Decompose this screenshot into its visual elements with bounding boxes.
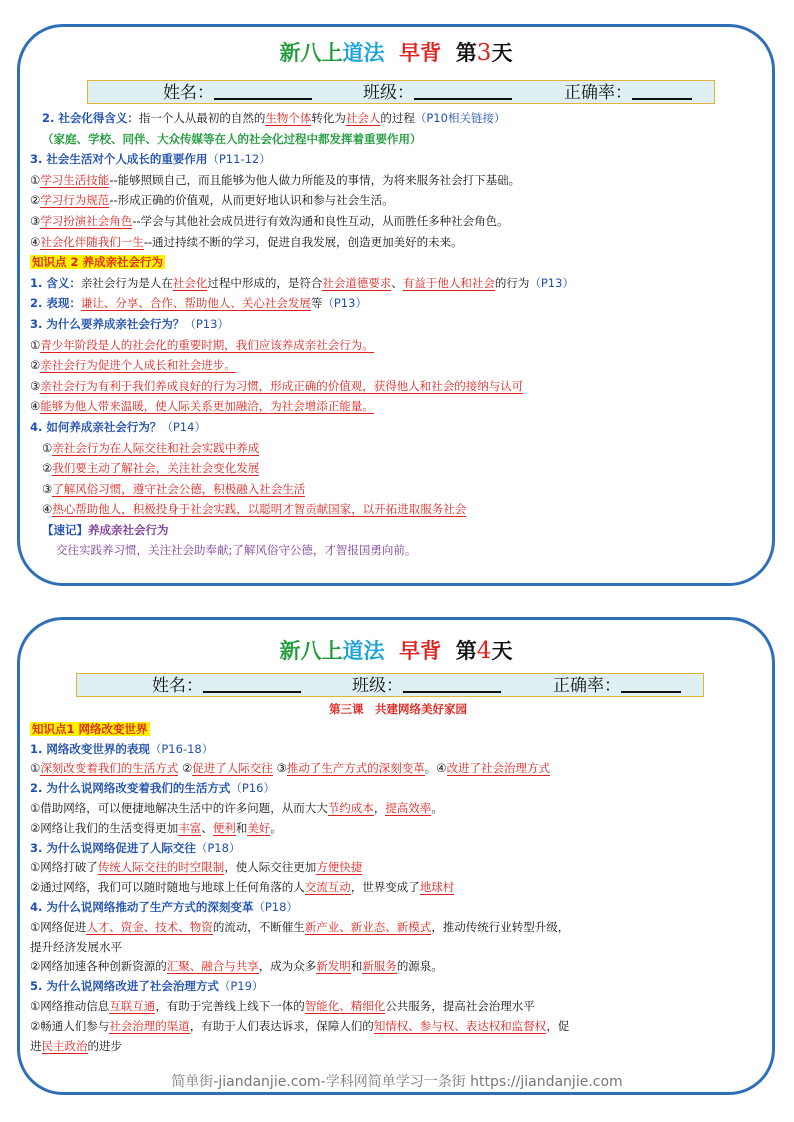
name-field[interactable]: 姓名：: [163, 81, 312, 104]
list-item: ②网络让我们的生活变得更加丰富、便利和美好。: [30, 820, 282, 835]
list-item: ③亲社会行为有利于我们养成良好的行为习惯，形成正确的价值观，获得他人和社会的接纳与认可: [30, 378, 524, 393]
list-item: ②网络加速各种创新资源的汇聚、融合与共享，成为众多新发明和新服务的源泉。: [30, 959, 443, 974]
list-item: ②学习行为规范--形成正确的价值观，从而更好地认识和参与社会生活。: [30, 193, 394, 208]
socialization-definition: 2. 社会化得含义：指一个人从最初的自然的生物个体转化为社会人的过程（P10相关链接）: [42, 111, 506, 125]
class-blank[interactable]: [414, 81, 512, 100]
accuracy-blank[interactable]: [632, 81, 692, 100]
knowledge-point-heading: 知识点1 网络改变世界: [32, 721, 148, 736]
day4-card: [17, 617, 775, 1095]
day3-title: 新八上道法 早背 第3天: [279, 40, 513, 66]
accuracy-field[interactable]: 正确率：: [564, 81, 692, 104]
list-item-continued: 提升经济发展水平: [30, 939, 122, 954]
quick-memo-heading: 【速记】养成亲社会行为: [42, 522, 169, 537]
list-item: ③了解风俗习惯，遵守社会公德，积极融入社会生活: [42, 481, 306, 496]
section-heading: 5. 为什么说网络改进了社会治理方式（P19）: [30, 979, 264, 994]
day4-title: 新八上道法 早背 第4天: [279, 638, 513, 664]
list-item: ②我们要主动了解社会，关注社会变化发展: [42, 461, 260, 476]
list-item: ①亲社会行为在人际交往和社会实践中养成: [42, 440, 260, 455]
watermark-footer: 简单街-jiandanjie.com-学科网简单学习一条街 https://jiandanjie.com: [171, 1074, 623, 1090]
list-item: ④能够为他人带来温暖，使人际关系更加融洽，为社会增添正能量。: [30, 399, 374, 414]
list-item: ②亲社会行为促进个人成长和社会进步。: [30, 358, 236, 373]
quick-memo-text: 交往实践养习惯，关注社会助奉献;了解风俗守公德，才智报国勇向前。: [56, 543, 417, 558]
accuracy-blank[interactable]: [621, 674, 681, 693]
section-heading: 1. 网络改变世界的表现（P16-18）: [30, 741, 214, 756]
name-blank[interactable]: [214, 81, 312, 100]
class-field[interactable]: 班级：: [352, 674, 501, 697]
list-item: ①网络打破了传统人际交往的时空限制，使人际交往更加方便快捷: [30, 860, 363, 875]
class-field[interactable]: 班级：: [363, 81, 512, 104]
list-item: ④热心帮助他人，积极投身于社会实践，以聪明才智贡献国家，以开拓进取服务社会: [42, 502, 467, 517]
section-heading: 3. 为什么说网络促进了人际交往（P18）: [30, 840, 241, 855]
section-heading: 1. 含义：亲社会行为是人在社会化过程中形成的，是符合社会道德要求、有益于他人和社会的行为（P13）: [30, 275, 574, 290]
lesson-subtitle: 第三课 共建网络美好家园: [329, 702, 467, 716]
name-field[interactable]: 姓名：: [152, 674, 301, 697]
day3-card: [17, 24, 775, 586]
list-item: ①学习生活技能--能够照顾自己，而且能够为他人做力所能及的事情，为将来服务社会打下基础。: [30, 172, 521, 187]
section-heading: 2. 表现：谦让、分享、合作、帮助他人、关心社会发展等（P13）: [30, 296, 367, 311]
list-item: ①网络推动信息互联互通，有助于完善线上线下一体的智能化、精细化公共服务，提高社会治理水平: [30, 998, 535, 1013]
socialization-note: （家庭、学校、同伴、大众传媒等在人的社会化过程中都发挥着重要作用）: [42, 131, 422, 146]
accuracy-field[interactable]: 正确率：: [553, 674, 681, 697]
class-blank[interactable]: [403, 674, 501, 693]
section-heading: 4. 如何养成亲社会行为？（P14）: [30, 419, 206, 434]
day3-content: [30, 108, 766, 561]
section-heading: 2. 为什么说网络改变着我们的生活方式（P16）: [30, 781, 275, 796]
list-item: ①青少年阶段是人的社会化的重要时期，我们应该养成亲社会行为。: [30, 337, 374, 352]
section-heading: 3. 为什么要养成亲社会行为？（P13）: [30, 316, 229, 331]
list-item: ①深刻改变着我们的生活方式 ②促进了人际交往 ③推动了生产方式的深刻变革。④改进了社会治理方式: [30, 761, 551, 776]
student-info-bar: [87, 80, 715, 104]
name-blank[interactable]: [203, 674, 301, 693]
list-item: ③学习扮演社会角色--学会与其他社会成员进行有效沟通和良性互动，从而胜任多种社会角色。: [30, 213, 509, 228]
knowledge-point-heading: 知识点 2 养成亲社会行为: [32, 255, 164, 270]
list-item-continued: 进民主政治的进步: [30, 1038, 122, 1053]
section-heading: 4. 为什么说网络推动了生产方式的深刻变革（P18）: [30, 899, 298, 914]
list-item: ②畅通人们参与社会治理的渠道，有助于人们表达诉求，保障人们的知情权、参与权、表达权和监督权，促: [30, 1018, 570, 1033]
list-item: ①借助网络，可以便捷地解决生活中的许多问题，从而大大节约成本，提高效率。: [30, 800, 443, 815]
list-item: ①网络促进人才、资金、技术、物资的流动，不断催生新产业、新业态、新模式，推动传统行业转型升级，: [30, 919, 570, 934]
list-item: ②通过网络，我们可以随时随地与地球上任何角落的人交流互动，世界变成了地球村: [30, 880, 455, 895]
list-item: ④社会化伴随我们一生--通过持续不断的学习，促进自我发展，创造更加美好的未来。: [30, 234, 463, 249]
day4-content: [30, 700, 766, 1056]
student-info-bar: [76, 673, 704, 697]
section-heading: 3. 社会生活对个人成长的重要作用（P11-12）: [30, 152, 271, 167]
